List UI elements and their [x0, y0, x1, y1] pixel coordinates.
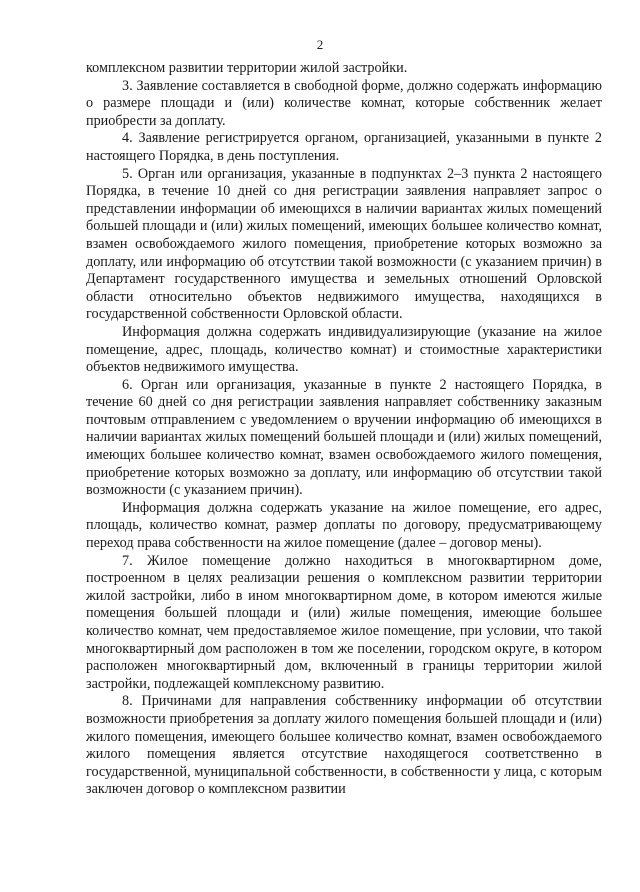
paragraph-item-8: 8. Причинами для направления собственнику информации об отсутствии возможности приобретения за доплату жилого помещения большей площади и (или) жилого помещения, имеющего большее количество комнат, взамен освобождаемого жилого помещения является отсутствие находящегося соответственно в государственной, муниципальной собственности, в собственности у лица, с которым заключен договор о комплексном развитии: [86, 693, 602, 798]
paragraph-item-4: 4. Заявление регистрируется органом, организацией, указанными в пункте 2 настоящего Порядка, в день поступления.: [86, 130, 602, 164]
paragraph-item-7: 7. Жилое помещение должно находиться в многоквартирном доме, построенном в целях реализации решения о комплексном развитии территории жилой застройки, либо в ином многоквартирном доме, в котором имеются жилые помещения большей площади и (или) жилые помещения, имеющие большее количество комнат, чем предоставляемое жилое помещение, при условии, что такой многоквартирный дом расположен в том же поселении, городском округе, в котором расположен многоквартирный дом, включенный в границы территории жилой застройки, подлежащей комплексному развитию.: [86, 552, 602, 692]
paragraph-item-5-information: Информация должна содержать индивидуализирующие (указание на жилое помещение, адрес, площадь, количество комнат) и стоимостные характеристики объектов недвижимого имущества.: [86, 323, 602, 376]
paragraph-item-3: 3. Заявление составляется в свободной форме, должно содержать информацию о размере площади и (или) количестве комнат, которые собственник желает приобрести за доплату.: [86, 77, 602, 129]
paragraph-item-6: 6. Орган или организация, указанные в пункте 2 настоящего Порядка, в течение 60 дней со дня регистрации заявления направляет собственнику заказным почтовым отправлением с уведомлением о вручении информацию об имеющихся в наличии вариантах жилых помещений большей площади и (или) жилых помещений, имеющих большее количество комнат, взамен освобождаемого жилого помещения, приобретение которых возможно за доплату, или информацию об отсутствии такой возможности (с указанием причин).: [86, 376, 602, 499]
page-number: 2: [316, 37, 324, 52]
paragraph-continuation: комплексном развитии территории жилой застройки.: [86, 60, 408, 76]
document-body: [86, 60, 602, 799]
paragraph-item-5: 5. Орган или организация, указанные в подпунктах 2–3 пункта 2 настоящего Порядка, в течение 10 дней со дня регистрации заявления направляет запрос о представлении информации об имеющихся в наличии вариантах жилых помещений большей площади и (или) жилых помещений, имеющих большее количество комнат, взамен освобождаемого жилого помещения, приобретение которых возможно за доплату, или информацию об отсутствии такой возможности (с указанием причин) в Департамент государственного имущества и земельных отношений Орловской области относительно объектов недвижимого имущества, находящихся в государственной собственности Орловской области.: [86, 165, 602, 323]
paragraph-item-6-information: Информация должна содержать указание на жилое помещение, его адрес, площадь, количество комнат, размер доплаты по договору, предусматривающему переход права собственности на жилое помещение (далее – договор мены).: [86, 499, 602, 552]
